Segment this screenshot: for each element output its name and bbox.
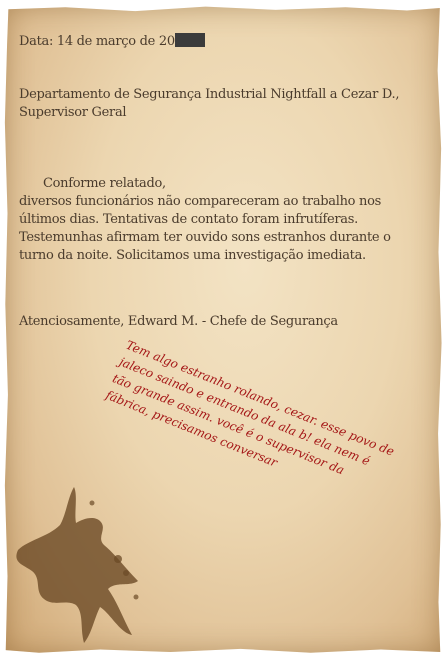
letter-body-opening: Conforme relatado,	[43, 176, 166, 191]
letter-header: Departamento de Segurança Industrial Nightfall a Cezar D., Supervisor Geral	[19, 87, 400, 120]
letter-body-main: diversos funcionários não compareceram ao trabalho nos últimos dias. Tentativas de contato foram infrutíferas. Testemunhas afirmam ter ouvido sons estranhos durante o turno da noite. Solicitamos uma investigação imediata.	[19, 194, 391, 263]
letter-body	[19, 175, 419, 265]
letter-signoff: Atenciosamente, Edward M. - Chefe de Segurança	[19, 314, 338, 329]
coffee-stain-illustration	[8, 485, 148, 645]
coffee-stain-drop	[114, 555, 122, 563]
handwritten-note: Tem algo estranho rolando, cezar. esse povo de jaleco saindo e entrando da ala b! ela nem é tão grande assim. você é o supervisor da fábrica, precisamos conversar	[103, 337, 397, 478]
coffee-stain-drop	[123, 570, 129, 576]
coffee-stain-drop	[90, 501, 95, 506]
letter-date: Data: 14 de março de 20	[19, 33, 205, 51]
redacted-year-block	[175, 33, 205, 47]
coffee-stain-main	[16, 487, 138, 643]
coffee-stain-drop	[134, 595, 139, 600]
